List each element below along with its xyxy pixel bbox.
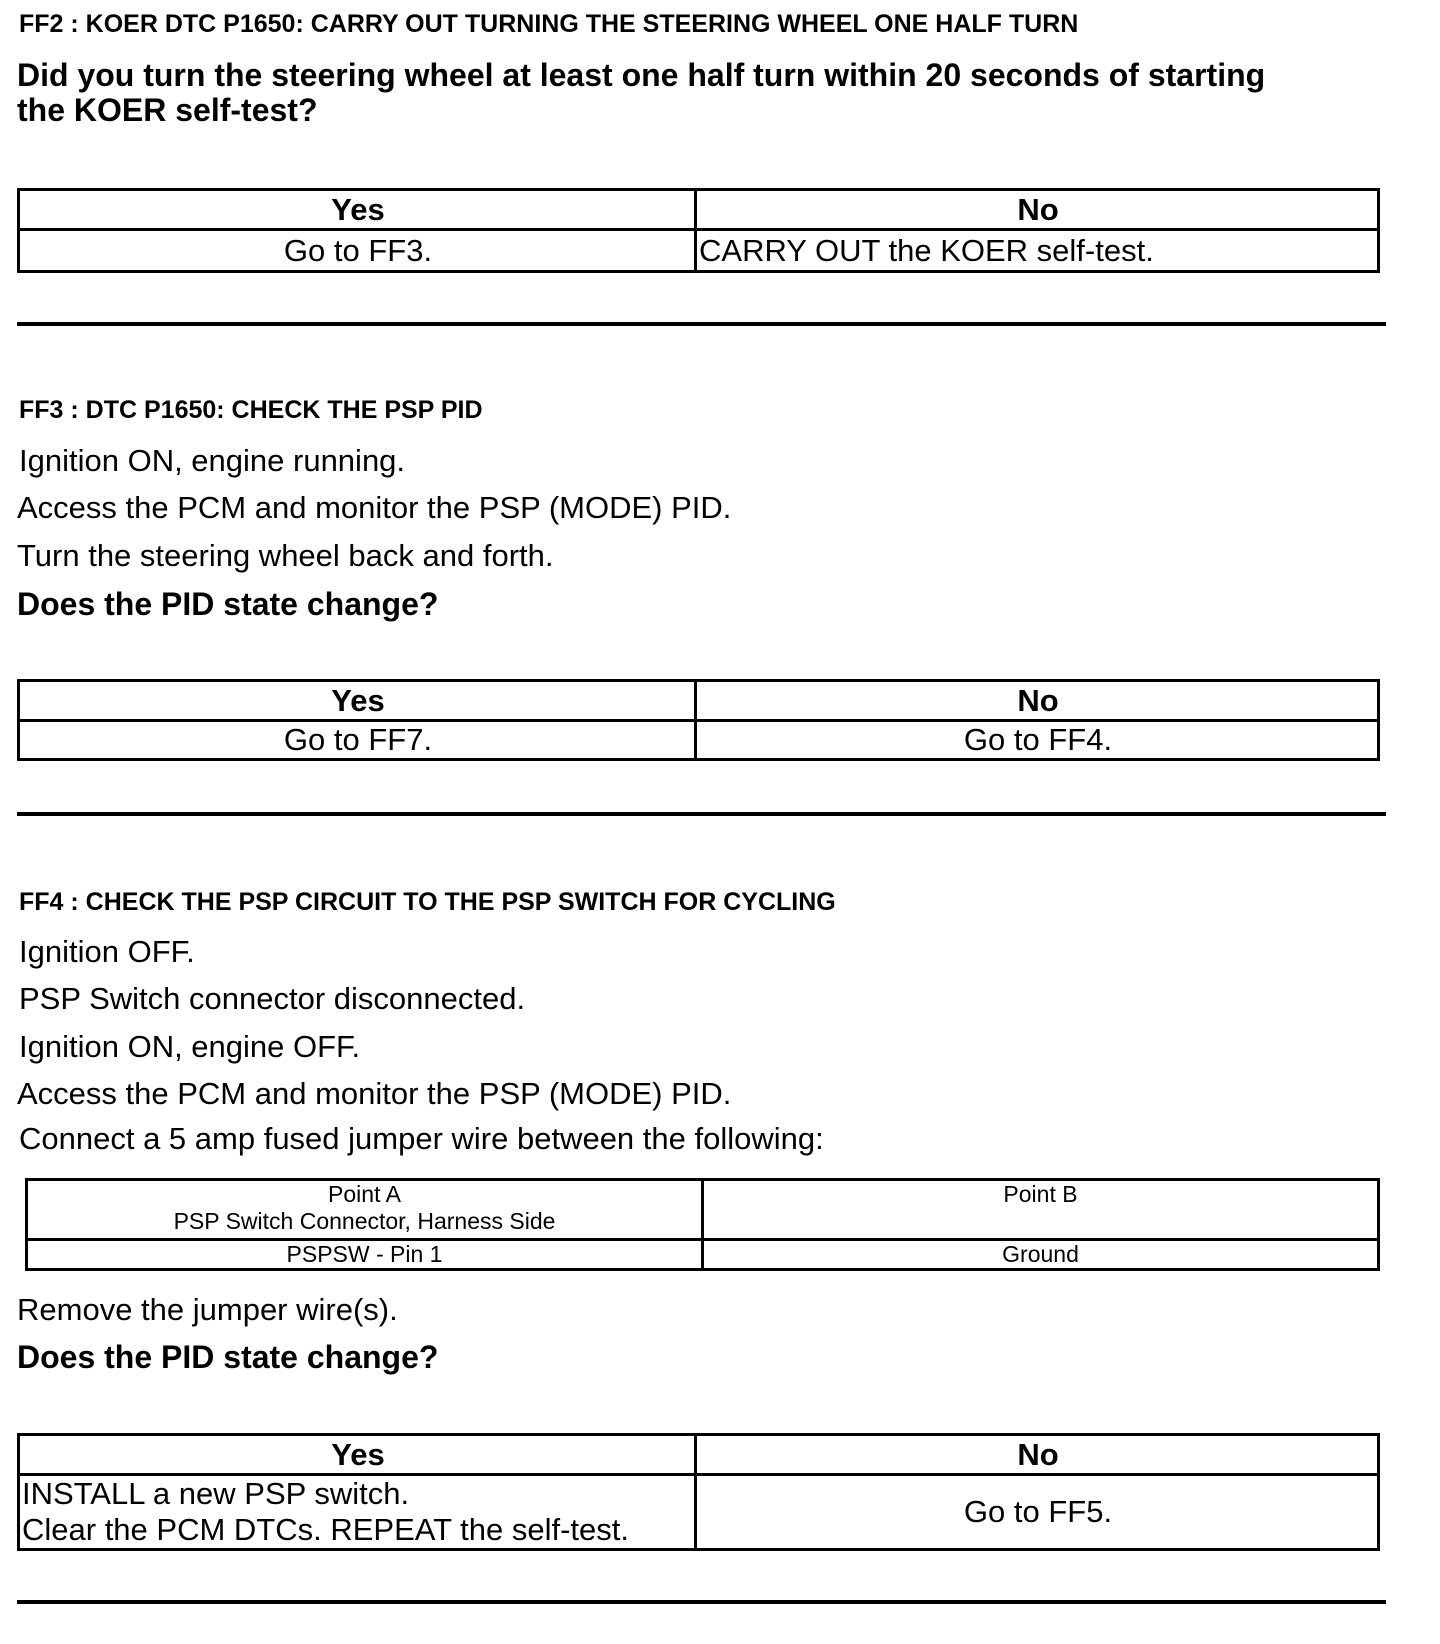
ff4-after-step: Remove the jumper wire(s).	[17, 1292, 398, 1327]
section-divider	[17, 322, 1386, 326]
ff3-yes-header: Yes	[19, 681, 696, 721]
ff3-no-header: No	[696, 681, 1379, 721]
ff2-decision-table	[17, 188, 1380, 273]
ff4-question: Does the PID state change?	[17, 1339, 439, 1375]
ff3-no-value: Go to FF4.	[696, 721, 1379, 760]
ff4-yes-value-line1: INSTALL a new PSP switch.	[22, 1476, 410, 1511]
ff3-step: Access the PCM and monitor the PSP (MODE) PID.	[17, 490, 732, 525]
point-b-header: Point B	[703, 1180, 1379, 1240]
ff2-question-line1: Did you turn the steering wheel at least one half turn within 20 seconds of starting	[17, 57, 1266, 93]
ff3-yes-value: Go to FF7.	[19, 721, 696, 760]
ff3-step: Ignition ON, engine running.	[19, 443, 406, 478]
ff2-yes-value: Go to FF3.	[19, 230, 696, 272]
ff2-question-line2: the KOER self-test?	[17, 92, 318, 128]
point-a-header	[27, 1180, 703, 1240]
ff2-heading: FF2 : KOER DTC P1650: CARRY OUT TURNING THE STEERING WHEEL ONE HALF TURN	[19, 10, 1079, 38]
section-divider	[17, 1600, 1386, 1604]
point-b-value: Ground	[703, 1240, 1379, 1270]
ff4-yes-value-line2: Clear the PCM DTCs. REPEAT the self-test.	[22, 1512, 629, 1547]
ff3-question: Does the PID state change?	[17, 586, 439, 622]
ff4-decision-table	[17, 1433, 1380, 1551]
ff4-step: Connect a 5 amp fused jumper wire between the following:	[19, 1121, 824, 1156]
ff4-step: Ignition ON, engine OFF.	[19, 1029, 361, 1064]
point-a-value: PSPSW - Pin 1	[27, 1240, 703, 1270]
ff2-yes-header: Yes	[19, 190, 696, 230]
point-a-header-title: Point A	[328, 1181, 401, 1207]
ff3-heading: FF3 : DTC P1650: CHECK THE PSP PID	[19, 396, 483, 424]
ff4-no-header: No	[696, 1435, 1379, 1475]
ff4-heading: FF4 : CHECK THE PSP CIRCUIT TO THE PSP SWITCH FOR CYCLING	[19, 888, 836, 916]
ff4-step: Ignition OFF.	[19, 934, 195, 969]
ff4-step: PSP Switch connector disconnected.	[19, 981, 526, 1016]
ff4-yes-header: Yes	[19, 1435, 696, 1475]
point-a-header-subtitle: PSP Switch Connector, Harness Side	[173, 1208, 556, 1234]
ff2-no-value: CARRY OUT the KOER self-test.	[696, 230, 1379, 272]
ff4-yes-value	[19, 1475, 696, 1550]
ff4-no-value: Go to FF5.	[696, 1475, 1379, 1550]
section-divider	[17, 812, 1386, 816]
ff2-no-header: No	[696, 190, 1379, 230]
jumper-points-table	[25, 1178, 1380, 1271]
ff3-step: Turn the steering wheel back and forth.	[17, 538, 554, 573]
ff3-decision-table	[17, 679, 1380, 761]
ff4-step: Access the PCM and monitor the PSP (MODE) PID.	[17, 1076, 732, 1111]
